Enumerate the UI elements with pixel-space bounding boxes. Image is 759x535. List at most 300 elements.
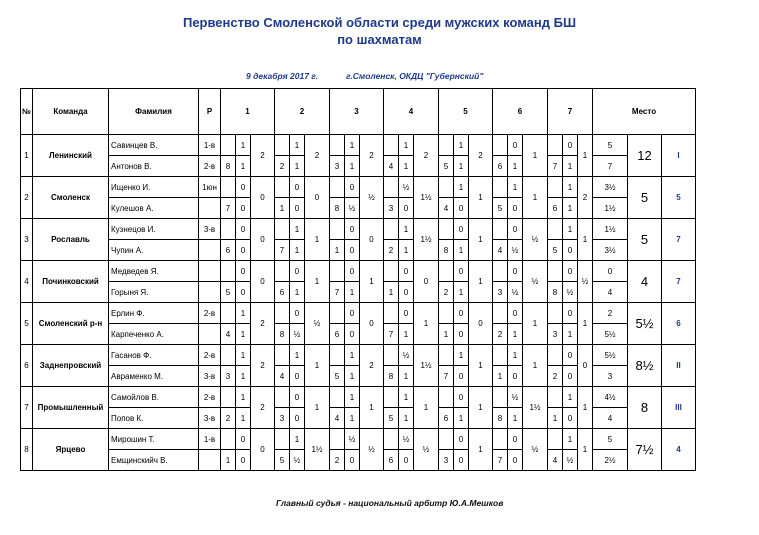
- player-rating: 1юн: [199, 177, 221, 198]
- team-number: 7: [21, 387, 33, 429]
- team-name: Ярцево: [33, 429, 109, 471]
- game-result: 1: [454, 408, 469, 429]
- opponent-number: 1: [548, 408, 563, 429]
- opponent-number: 8: [384, 366, 399, 387]
- game-result: 1: [563, 198, 578, 219]
- player-total: 5½: [593, 345, 628, 366]
- team-number: 1: [21, 135, 33, 177]
- game-result: 0: [236, 282, 251, 303]
- match-points: 1: [305, 261, 330, 303]
- match-points: 1: [360, 261, 384, 303]
- opponent-number: 3: [548, 324, 563, 345]
- match-points: 1: [305, 219, 330, 261]
- player-name: Самойлов В.: [109, 387, 199, 408]
- player-rating: [199, 450, 221, 471]
- opponent-number: [221, 177, 236, 198]
- opponent-number: 6: [221, 240, 236, 261]
- opponent-number: 6: [384, 450, 399, 471]
- opponent-number: 5: [384, 408, 399, 429]
- match-points: 1½: [305, 429, 330, 471]
- header-round-6: 6: [493, 89, 548, 135]
- match-points: 0: [251, 429, 275, 471]
- game-result: 1: [563, 156, 578, 177]
- opponent-number: [493, 429, 508, 450]
- opponent-number: 1: [221, 450, 236, 471]
- opponent-number: 4: [221, 324, 236, 345]
- match-points: 1: [523, 135, 548, 177]
- player-name: Горыня Я.: [109, 282, 199, 303]
- opponent-number: 3: [330, 156, 345, 177]
- team-row-1-player-2: [21, 156, 696, 177]
- opponent-number: [384, 135, 399, 156]
- game-result: 1: [399, 387, 414, 408]
- match-points: 2: [578, 177, 593, 219]
- opponent-number: [493, 345, 508, 366]
- team-row-2-player-2: [21, 198, 696, 219]
- opponent-number: 8: [221, 156, 236, 177]
- game-result: 0: [236, 177, 251, 198]
- match-points: 1: [469, 261, 493, 303]
- match-points: 1½: [414, 219, 439, 261]
- match-points: 1: [469, 219, 493, 261]
- game-result: 1: [508, 156, 523, 177]
- game-result: 0: [236, 450, 251, 471]
- game-result: 0: [454, 450, 469, 471]
- player-rating: [199, 324, 221, 345]
- player-total: 0: [593, 261, 628, 282]
- player-rating: [199, 240, 221, 261]
- game-result: 1: [563, 387, 578, 408]
- opponent-number: 4: [439, 198, 454, 219]
- header-round-2: 2: [275, 89, 330, 135]
- game-result: 1: [454, 240, 469, 261]
- team-number: 2: [21, 177, 33, 219]
- opponent-number: 6: [493, 156, 508, 177]
- game-result: ½: [345, 198, 360, 219]
- match-points: 1: [360, 387, 384, 429]
- game-result: 0: [508, 450, 523, 471]
- event-date: 9 декабря 2017 г.: [246, 71, 319, 81]
- game-result: 1: [345, 282, 360, 303]
- game-result: 0: [563, 366, 578, 387]
- opponent-number: 5: [221, 282, 236, 303]
- team-row-5-player-1: [21, 303, 696, 324]
- header-team: Команда: [33, 89, 109, 135]
- game-result: 0: [454, 387, 469, 408]
- player-name: Ерлин Ф.: [109, 303, 199, 324]
- game-result: 1: [399, 135, 414, 156]
- opponent-number: [548, 135, 563, 156]
- team-name: Смоленск: [33, 177, 109, 219]
- opponent-number: [330, 261, 345, 282]
- opponent-number: [330, 387, 345, 408]
- match-points: 1: [469, 387, 493, 429]
- opponent-number: 3: [384, 198, 399, 219]
- game-result: 0: [508, 366, 523, 387]
- opponent-number: [330, 219, 345, 240]
- player-rating: 3-в: [199, 408, 221, 429]
- opponent-number: [275, 135, 290, 156]
- team-row-6-player-1: [21, 345, 696, 366]
- opponent-number: [330, 177, 345, 198]
- opponent-number: [493, 177, 508, 198]
- player-name: Ищенко И.: [109, 177, 199, 198]
- header-place: Место: [593, 89, 696, 135]
- team-score: 8: [628, 387, 662, 429]
- player-rating: 3-в: [199, 366, 221, 387]
- team-row-5-player-2: [21, 324, 696, 345]
- match-points: ½: [523, 261, 548, 303]
- game-result: ½: [399, 429, 414, 450]
- match-points: 1: [469, 177, 493, 219]
- game-result: 1: [290, 345, 305, 366]
- opponent-number: 7: [439, 366, 454, 387]
- match-points: 0: [469, 303, 493, 345]
- match-points: 2: [360, 135, 384, 177]
- game-result: 0: [290, 177, 305, 198]
- opponent-number: [493, 303, 508, 324]
- game-result: 0: [345, 240, 360, 261]
- team-score: 4: [628, 261, 662, 303]
- game-result: 0: [454, 324, 469, 345]
- game-result: 1: [345, 345, 360, 366]
- game-result: 0: [345, 303, 360, 324]
- opponent-number: 8: [275, 324, 290, 345]
- opponent-number: [275, 219, 290, 240]
- team-score: 8½: [628, 345, 662, 387]
- player-total: 4½: [593, 387, 628, 408]
- header-round-3: 3: [330, 89, 384, 135]
- opponent-number: 1: [439, 324, 454, 345]
- team-place: 7: [662, 219, 696, 261]
- opponent-number: [548, 219, 563, 240]
- game-result: 0: [399, 303, 414, 324]
- game-result: 1: [290, 282, 305, 303]
- player-total: 4: [593, 282, 628, 303]
- match-points: 0: [251, 261, 275, 303]
- game-result: 1: [290, 219, 305, 240]
- game-result: 1: [345, 156, 360, 177]
- match-points: 0: [360, 219, 384, 261]
- opponent-number: [384, 387, 399, 408]
- game-result: 1: [236, 156, 251, 177]
- game-result: 1: [345, 408, 360, 429]
- team-number: 5: [21, 303, 33, 345]
- opponent-number: 2: [275, 156, 290, 177]
- player-name: Емщинскийч В.: [109, 450, 199, 471]
- opponent-number: 5: [275, 450, 290, 471]
- header-round-4: 4: [384, 89, 439, 135]
- game-result: 0: [290, 387, 305, 408]
- match-points: 2: [305, 135, 330, 177]
- player-rating: [199, 282, 221, 303]
- game-result: ½: [399, 177, 414, 198]
- game-result: ½: [399, 345, 414, 366]
- opponent-number: 7: [384, 324, 399, 345]
- game-result: 1: [399, 156, 414, 177]
- player-rating: 2-в: [199, 303, 221, 324]
- opponent-number: [493, 135, 508, 156]
- player-rating: 2-в: [199, 387, 221, 408]
- player-rating: 1-в: [199, 429, 221, 450]
- match-points: ½: [523, 219, 548, 261]
- player-rating: 2-в: [199, 156, 221, 177]
- match-points: 0: [305, 177, 330, 219]
- opponent-number: 7: [548, 156, 563, 177]
- game-result: 1: [399, 240, 414, 261]
- opponent-number: [439, 387, 454, 408]
- player-total: 3: [593, 366, 628, 387]
- match-points: ½: [578, 261, 593, 303]
- game-result: 0: [563, 240, 578, 261]
- player-total: 4: [593, 408, 628, 429]
- match-points: 1: [578, 303, 593, 345]
- game-result: 0: [290, 303, 305, 324]
- opponent-number: 8: [330, 198, 345, 219]
- game-result: 0: [508, 135, 523, 156]
- opponent-number: [493, 261, 508, 282]
- game-result: 1: [454, 156, 469, 177]
- team-row-3-player-1: [21, 219, 696, 240]
- opponent-number: [221, 303, 236, 324]
- team-row-7-player-2: [21, 408, 696, 429]
- game-result: ½: [563, 450, 578, 471]
- opponent-number: [330, 135, 345, 156]
- game-result: 1: [563, 324, 578, 345]
- player-total: 1½: [593, 219, 628, 240]
- game-result: 0: [399, 450, 414, 471]
- opponent-number: 8: [493, 408, 508, 429]
- game-result: 0: [399, 261, 414, 282]
- game-result: ½: [508, 282, 523, 303]
- opponent-number: 8: [548, 282, 563, 303]
- game-result: 0: [236, 219, 251, 240]
- opponent-number: 7: [330, 282, 345, 303]
- opponent-number: [330, 303, 345, 324]
- match-points: 1: [305, 345, 330, 387]
- match-points: 1: [523, 303, 548, 345]
- opponent-number: [548, 429, 563, 450]
- opponent-number: [275, 261, 290, 282]
- player-name: Гасанов Ф.: [109, 345, 199, 366]
- game-result: 0: [508, 303, 523, 324]
- team-number: 4: [21, 261, 33, 303]
- game-result: 0: [563, 345, 578, 366]
- header-rating: Р: [199, 89, 221, 135]
- team-score: 5: [628, 219, 662, 261]
- results-table: [20, 88, 696, 471]
- team-place: 6: [662, 303, 696, 345]
- opponent-number: [548, 261, 563, 282]
- opponent-number: [439, 345, 454, 366]
- team-number: 3: [21, 219, 33, 261]
- header-round-5: 5: [439, 89, 493, 135]
- game-result: 0: [399, 198, 414, 219]
- game-result: ½: [563, 282, 578, 303]
- opponent-number: 1: [493, 366, 508, 387]
- opponent-number: [275, 387, 290, 408]
- opponent-number: [439, 135, 454, 156]
- game-result: 1: [563, 177, 578, 198]
- game-result: ½: [290, 324, 305, 345]
- game-result: ½: [290, 450, 305, 471]
- game-result: 1: [236, 345, 251, 366]
- match-points: 2: [251, 135, 275, 177]
- opponent-number: 5: [493, 198, 508, 219]
- game-result: 0: [563, 408, 578, 429]
- game-result: 1: [290, 156, 305, 177]
- opponent-number: [384, 219, 399, 240]
- team-row-7-player-1: [21, 387, 696, 408]
- opponent-number: [221, 345, 236, 366]
- game-result: 1: [454, 282, 469, 303]
- match-points: 1: [578, 219, 593, 261]
- player-total: 3½: [593, 177, 628, 198]
- team-place: 5: [662, 177, 696, 219]
- player-total: 7: [593, 156, 628, 177]
- opponent-number: 4: [384, 156, 399, 177]
- match-points: 1: [469, 429, 493, 471]
- game-result: 1: [454, 177, 469, 198]
- game-result: 0: [508, 261, 523, 282]
- opponent-number: 4: [330, 408, 345, 429]
- opponent-number: [548, 303, 563, 324]
- team-score: 12: [628, 135, 662, 177]
- event-location: г.Смоленск, ОКДЦ "Губернский": [346, 71, 484, 81]
- game-result: 1: [508, 345, 523, 366]
- team-score: 7½: [628, 429, 662, 471]
- match-points: 2: [360, 345, 384, 387]
- game-result: 1: [345, 387, 360, 408]
- opponent-number: 2: [439, 282, 454, 303]
- chief-referee: Главный судья - национальный арбитр Ю.А.Мешков: [276, 498, 504, 508]
- game-result: 0: [508, 219, 523, 240]
- opponent-number: [548, 177, 563, 198]
- match-points: 0: [251, 219, 275, 261]
- match-points: 1: [578, 429, 593, 471]
- opponent-number: 8: [439, 240, 454, 261]
- match-points: 1: [305, 387, 330, 429]
- game-result: 0: [290, 261, 305, 282]
- team-number: 6: [21, 345, 33, 387]
- match-points: 2: [251, 387, 275, 429]
- player-name: Кузнецов И.: [109, 219, 199, 240]
- team-place: 7: [662, 261, 696, 303]
- game-result: ½: [345, 429, 360, 450]
- match-points: 1½: [414, 345, 439, 387]
- opponent-number: [493, 387, 508, 408]
- game-result: 1: [399, 408, 414, 429]
- team-row-2-player-1: [21, 177, 696, 198]
- match-points: ½: [523, 429, 548, 471]
- game-result: 0: [345, 219, 360, 240]
- opponent-number: [384, 429, 399, 450]
- opponent-number: 2: [384, 240, 399, 261]
- opponent-number: [275, 303, 290, 324]
- game-result: 1: [454, 345, 469, 366]
- team-row-1-player-1: [21, 135, 696, 156]
- opponent-number: 7: [275, 240, 290, 261]
- game-result: 1: [345, 366, 360, 387]
- player-rating: [199, 198, 221, 219]
- opponent-number: 6: [439, 408, 454, 429]
- game-result: 1: [236, 135, 251, 156]
- opponent-number: [221, 387, 236, 408]
- opponent-number: [439, 429, 454, 450]
- game-result: 0: [345, 261, 360, 282]
- game-result: 0: [454, 219, 469, 240]
- game-result: 1: [508, 177, 523, 198]
- game-result: 1: [290, 429, 305, 450]
- game-result: 1: [399, 324, 414, 345]
- opponent-number: [275, 177, 290, 198]
- team-name: Смоленский р-н: [33, 303, 109, 345]
- opponent-number: 5: [439, 156, 454, 177]
- opponent-number: 6: [275, 282, 290, 303]
- game-result: 0: [236, 261, 251, 282]
- player-total: 5: [593, 429, 628, 450]
- match-points: 1: [578, 135, 593, 177]
- opponent-number: [384, 261, 399, 282]
- player-name: Антонов В.: [109, 156, 199, 177]
- match-points: 1: [578, 387, 593, 429]
- game-result: 1: [508, 408, 523, 429]
- player-rating: 1-в: [199, 135, 221, 156]
- game-result: 0: [290, 408, 305, 429]
- team-name: Промышленный: [33, 387, 109, 429]
- opponent-number: [275, 345, 290, 366]
- team-row-4-player-1: [21, 261, 696, 282]
- opponent-number: 3: [275, 408, 290, 429]
- opponent-number: 5: [330, 366, 345, 387]
- game-result: 1: [236, 303, 251, 324]
- team-name: Ленинский: [33, 135, 109, 177]
- player-rating: 2-в: [199, 345, 221, 366]
- game-result: 0: [345, 450, 360, 471]
- player-name: Авраменко М.: [109, 366, 199, 387]
- game-result: 0: [508, 429, 523, 450]
- team-score: 5: [628, 177, 662, 219]
- opponent-number: 3: [221, 366, 236, 387]
- game-result: 1: [290, 135, 305, 156]
- player-total: 2½: [593, 450, 628, 471]
- team-name: Заднепровский: [33, 345, 109, 387]
- opponent-number: 3: [439, 450, 454, 471]
- game-result: 1: [563, 429, 578, 450]
- game-result: 1: [454, 135, 469, 156]
- header-round-7: 7: [548, 89, 593, 135]
- match-points: 1: [414, 387, 439, 429]
- match-points: 0: [360, 303, 384, 345]
- game-result: 1: [399, 366, 414, 387]
- team-place: 4: [662, 429, 696, 471]
- opponent-number: [384, 345, 399, 366]
- opponent-number: 4: [493, 240, 508, 261]
- match-points: 1: [414, 303, 439, 345]
- game-result: ½: [508, 240, 523, 261]
- match-points: ½: [414, 429, 439, 471]
- match-points: 1½: [523, 387, 548, 429]
- game-result: 1: [563, 219, 578, 240]
- game-result: 0: [345, 324, 360, 345]
- team-row-8-player-1: [21, 429, 696, 450]
- game-result: 0: [290, 198, 305, 219]
- opponent-number: [384, 303, 399, 324]
- game-result: 0: [454, 429, 469, 450]
- game-result: 1: [236, 324, 251, 345]
- team-name: Починковский: [33, 261, 109, 303]
- player-name: Кулешов А.: [109, 198, 199, 219]
